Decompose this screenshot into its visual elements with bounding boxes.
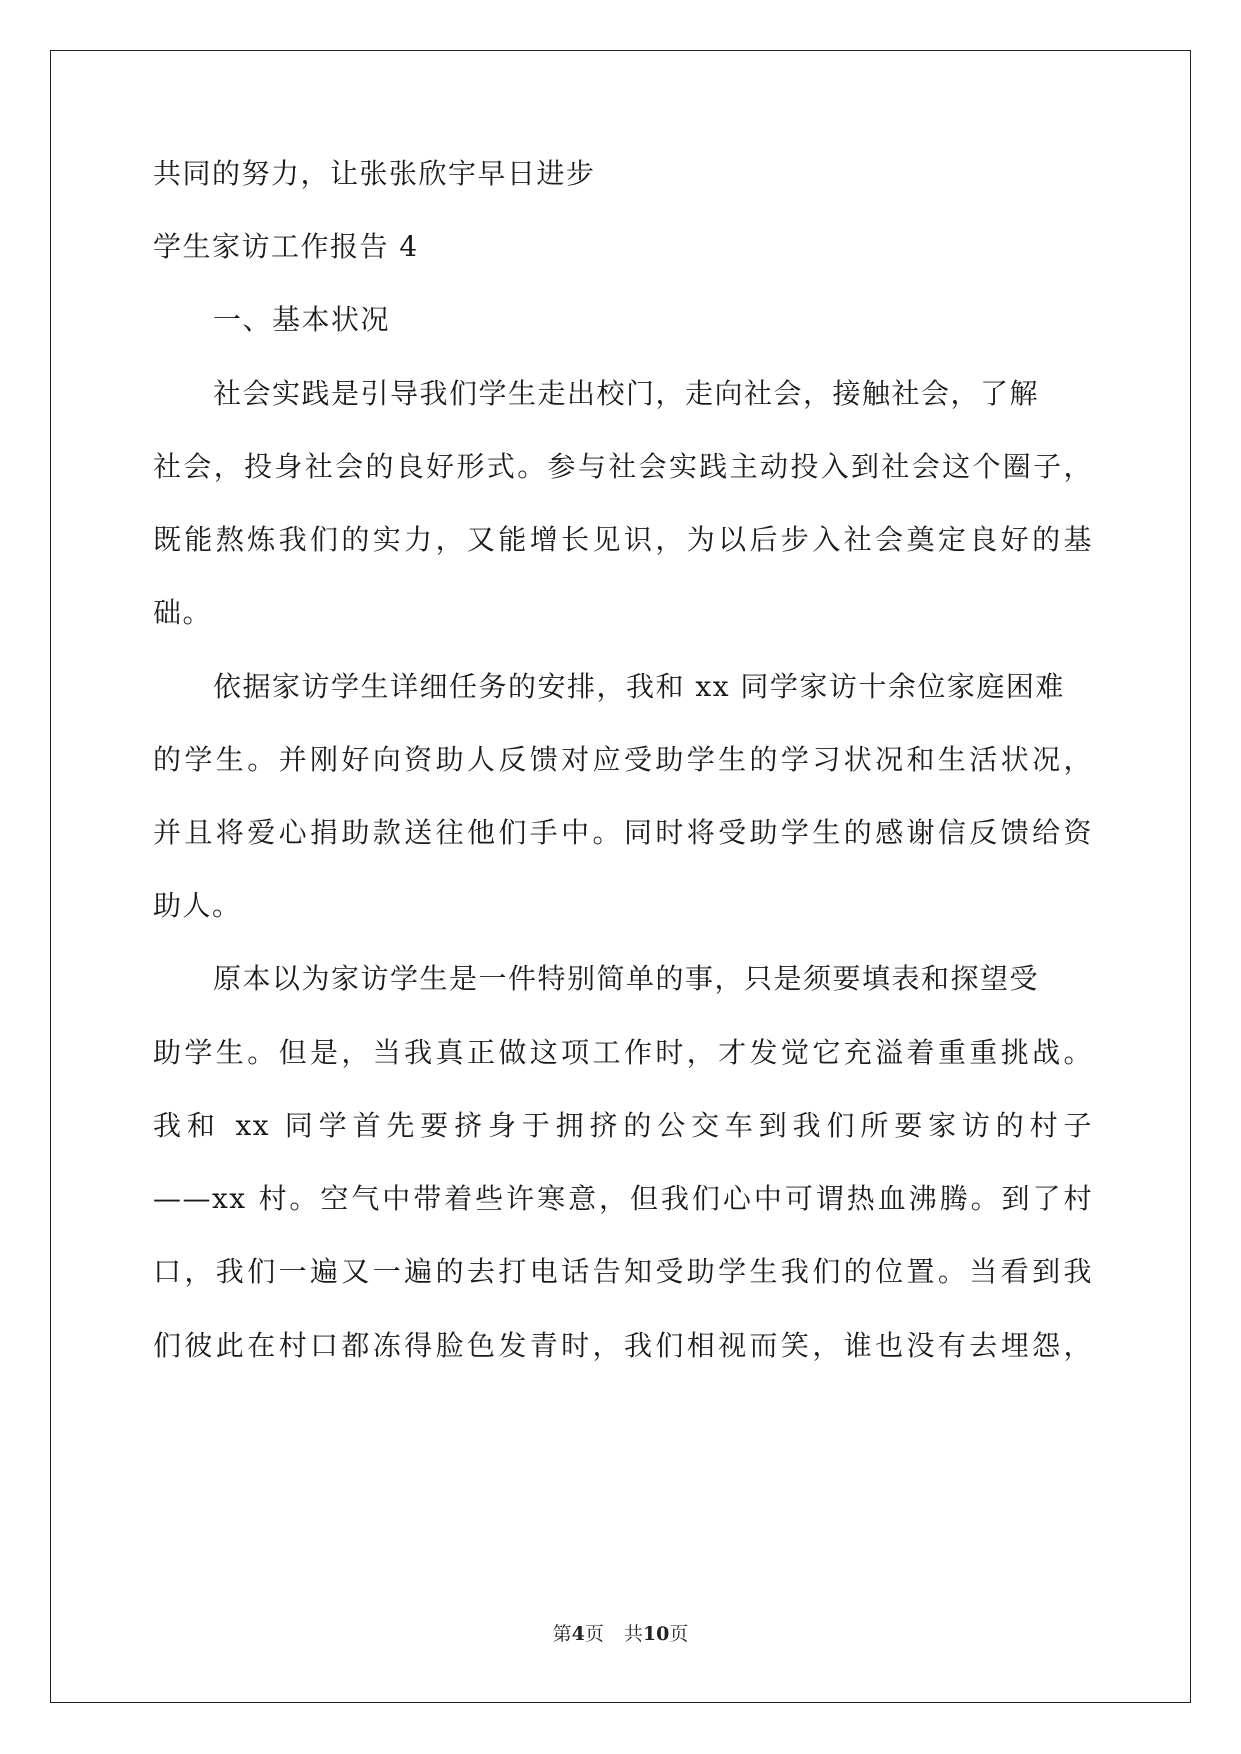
footer-total-suffix: 页 xyxy=(669,1623,689,1645)
paragraph-line: 并且将爱心捐助款送往他们手中。同时将受助学生的感谢信反馈给资 xyxy=(153,816,1093,849)
paragraph-line: 原本以为家访学生是一件特别简单的事，只是须要填表和探望受 xyxy=(213,962,1040,995)
paragraph-line: 社会，投身社会的良好形式。参与社会实践主动投入到社会这个圈子， xyxy=(153,450,1093,483)
paragraph-line: 们彼此在村口都冻得脸色发青时，我们相视而笑，谁也没有去埋怨， xyxy=(153,1329,1093,1362)
total-pages: 10 xyxy=(642,1623,670,1645)
page-footer xyxy=(0,1622,1241,1646)
footer-total-prefix: 共 xyxy=(623,1623,643,1645)
text-line: 共同的努力，让张张欣宇早日进步 xyxy=(153,157,596,190)
subsection-heading: 一、基本状况 xyxy=(213,303,391,336)
paragraph-line: 的学生。并刚好向资助人反馈对应受助学生的学习状况和生活状况， xyxy=(153,743,1093,776)
page-border xyxy=(50,50,1191,1703)
paragraph-line: 依据家访学生详细任务的安排，我和 xx 同学家访十余位家庭困难 xyxy=(213,670,1065,703)
paragraph-line: 既能熬炼我们的实力，又能增长见识，为以后步入社会奠定良好的基 xyxy=(153,523,1093,556)
paragraph-line: 我和 xx 同学首先要挤身于拥挤的公交车到我们所要家访的村子 xyxy=(153,1109,1093,1142)
paragraph-line: 助学生。但是，当我真正做这项工作时，才发觉它充溢着重重挑战。 xyxy=(153,1036,1093,1069)
footer-prefix: 第 xyxy=(552,1623,572,1645)
paragraph-line: 础。 xyxy=(153,596,213,629)
footer-page-suffix: 页 xyxy=(584,1623,604,1645)
paragraph-line: ——xx 村。空气中带着些许寒意，但我们心中可谓热血沸腾。到了村 xyxy=(153,1182,1093,1215)
paragraph-line: 口，我们一遍又一遍的去打电话告知受助学生我们的位置。当看到我 xyxy=(153,1255,1093,1288)
paragraph-line: 社会实践是引导我们学生走出校门，走向社会，接触社会，了解 xyxy=(213,377,1040,410)
paragraph-line: 助人。 xyxy=(153,889,242,922)
page-number: 4 xyxy=(571,1623,585,1645)
section-heading: 学生家访工作报告 4 xyxy=(153,230,419,263)
